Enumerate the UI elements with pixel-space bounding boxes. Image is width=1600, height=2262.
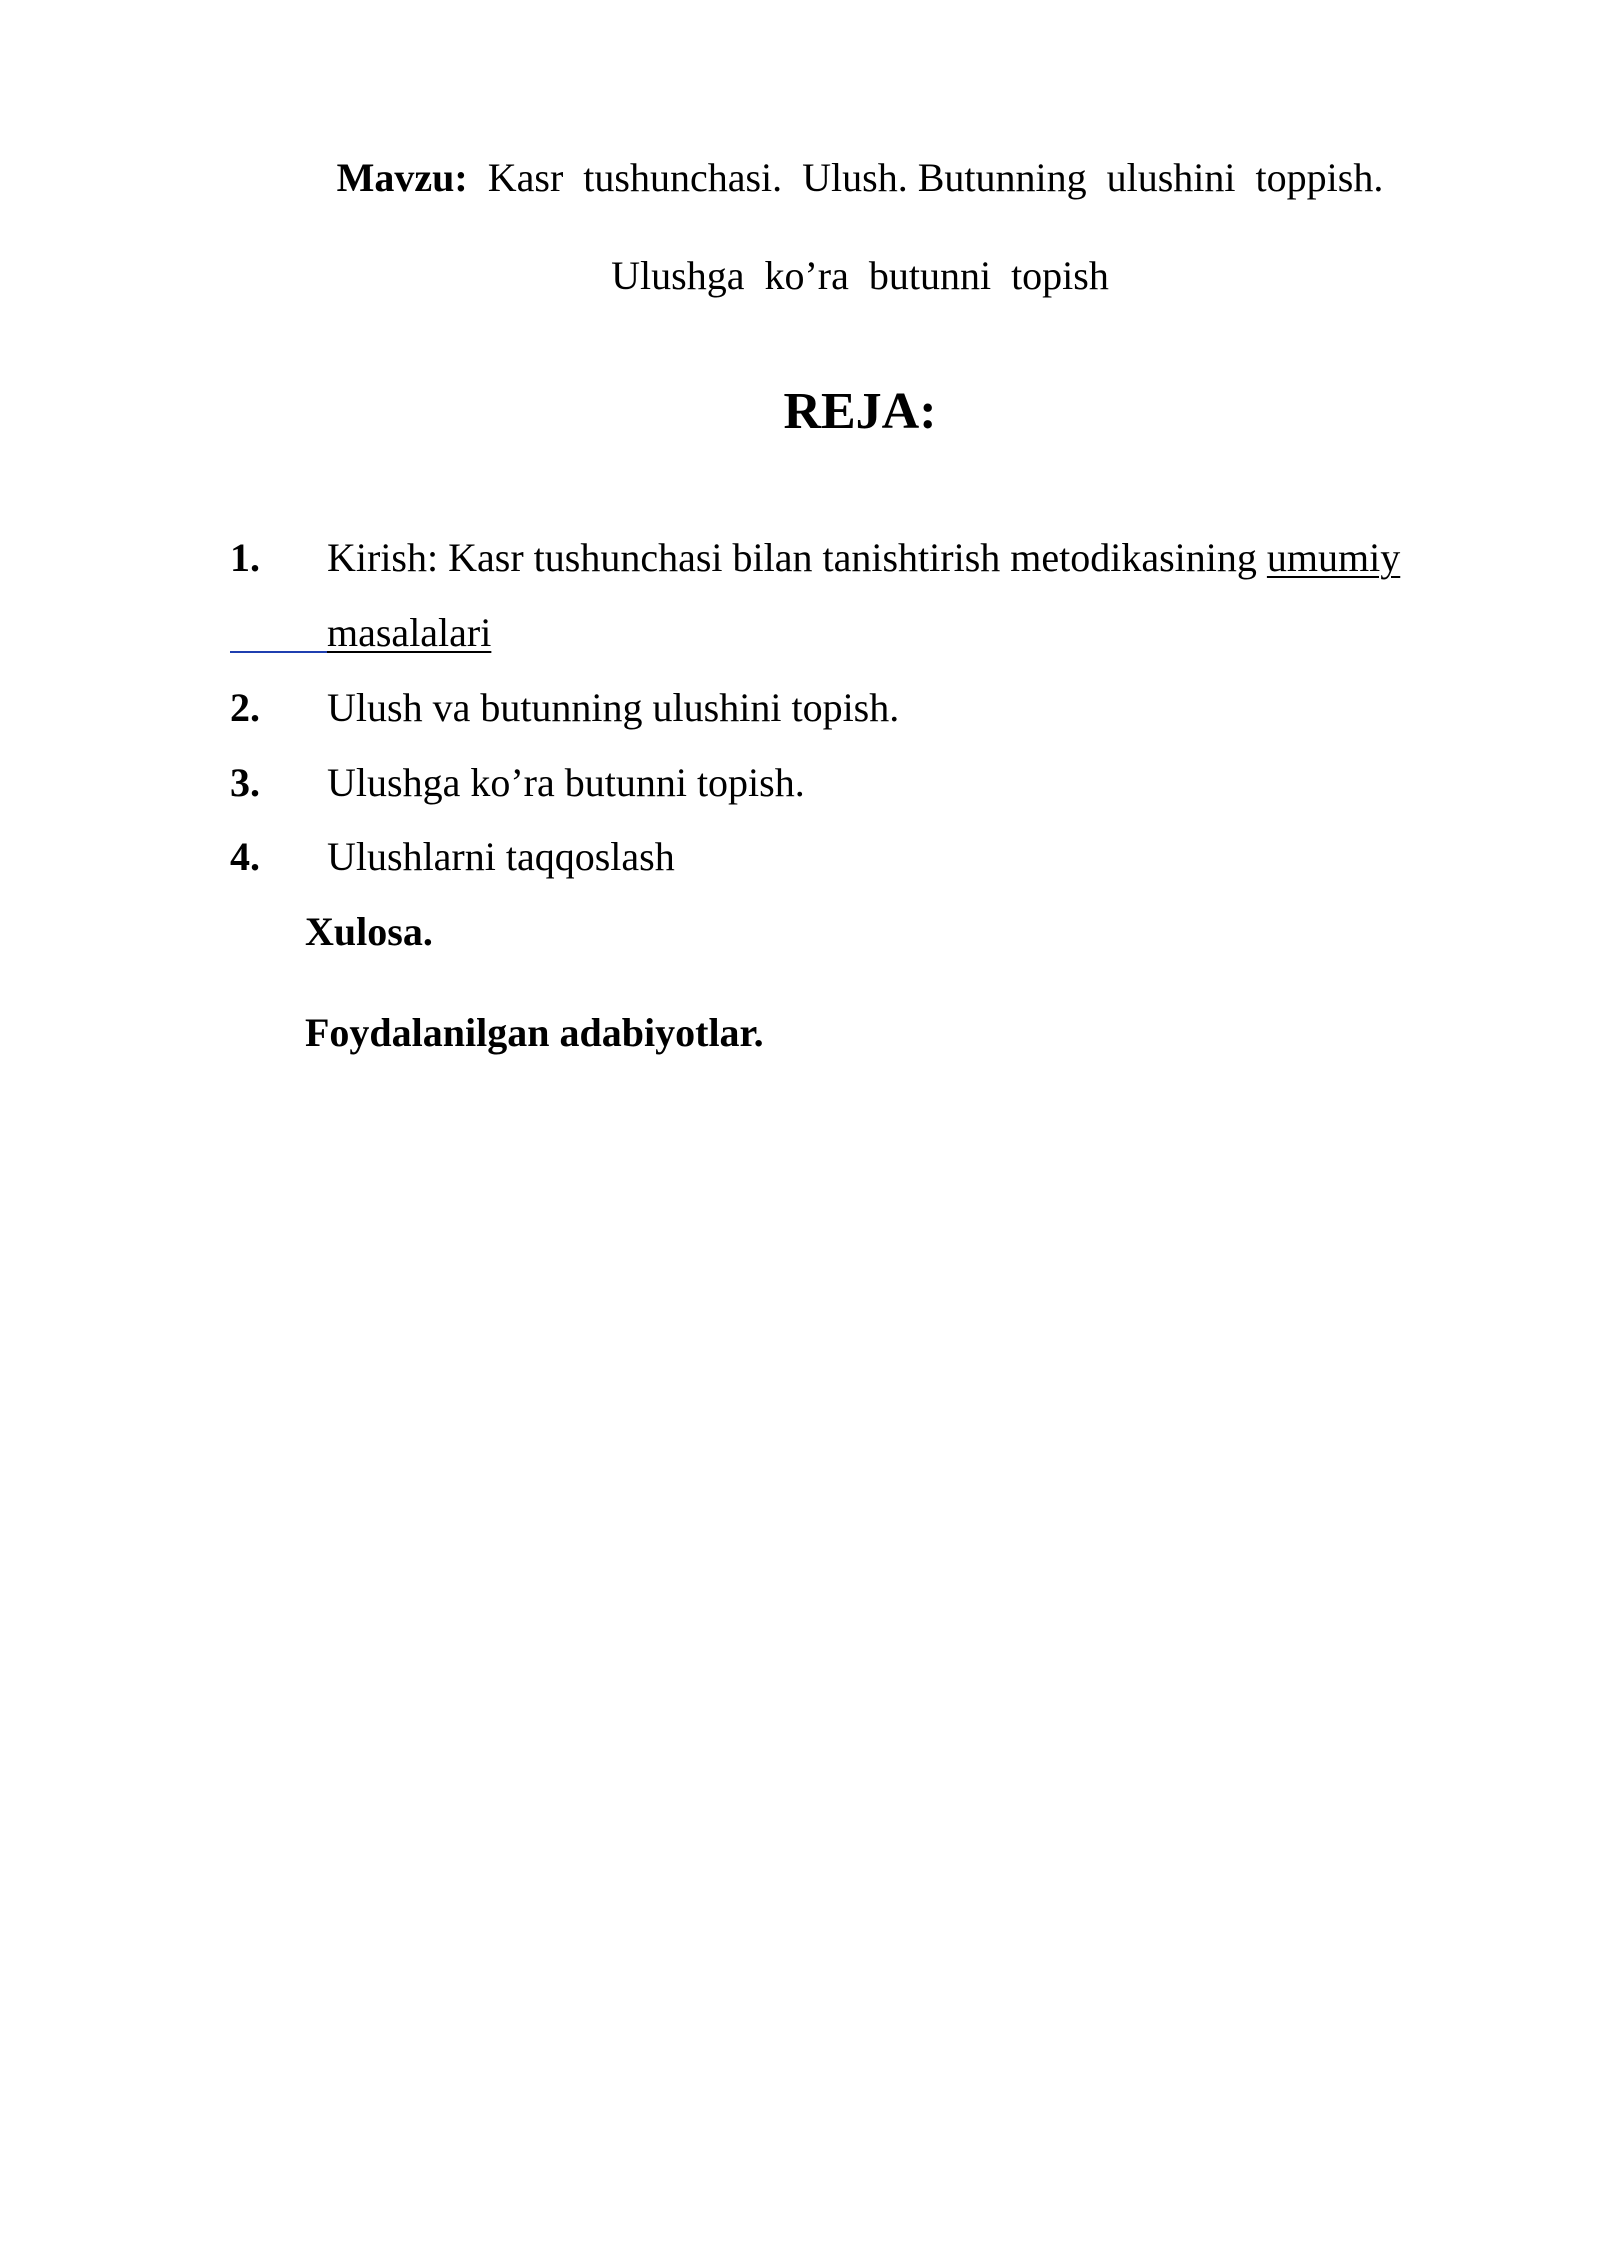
plan-item-text bbox=[327, 535, 1401, 580]
topic-title bbox=[60, 155, 1600, 200]
plan-item-text: Ulushga ko’ra butunni topish. bbox=[327, 760, 805, 805]
topic-label: Mavzu: bbox=[336, 155, 468, 200]
plan-heading: REJA: bbox=[783, 383, 937, 440]
plan-item-text: Ulush va butunning ulushini topish. bbox=[327, 685, 900, 730]
conclusion-heading: Xulosa. bbox=[305, 909, 433, 954]
plan-item-number: 2. bbox=[230, 685, 260, 730]
plan-item-number: 3. bbox=[230, 760, 260, 805]
plan-item-text: Ulushlarni taqqoslash bbox=[327, 834, 675, 879]
references-heading: Foydalanilgan adabiyotlar. bbox=[305, 1010, 764, 1055]
plan-item-1-continuation: masalalari bbox=[327, 610, 492, 655]
plan-item-text-main: Kirish: Kasr tushunchasi bilan tanishtirish metodikasining bbox=[327, 535, 1267, 580]
plan-item-number: 4. bbox=[230, 834, 260, 879]
topic-text: Kasr tushunchasi. Ulush. Butunning ulushini toppish. bbox=[467, 155, 1384, 200]
plan-item-underlined-word: umumiy bbox=[1266, 535, 1401, 580]
plan-item-number: 1. bbox=[230, 535, 260, 580]
underline-rule bbox=[230, 651, 327, 653]
topic-subtitle: Ulushga ko’ra butunni topish bbox=[611, 253, 1109, 298]
